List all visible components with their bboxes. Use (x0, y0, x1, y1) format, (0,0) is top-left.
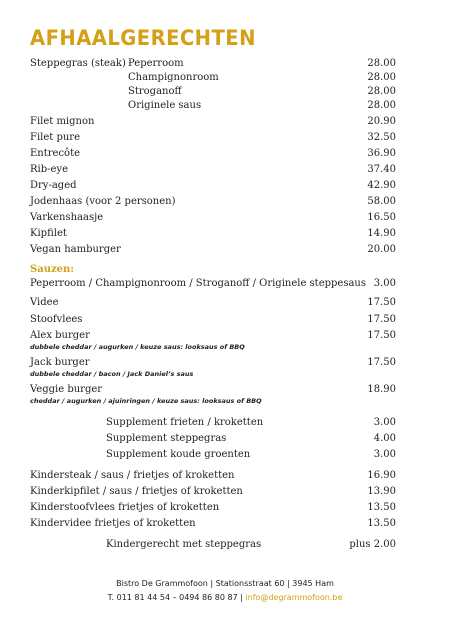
item-name: Dry-aged (30, 180, 77, 191)
item-name: Jodenhaas (voor 2 personen) (30, 196, 176, 207)
item-name: Filet mignon (30, 116, 95, 127)
sauces-heading: Sauzen: (30, 264, 74, 275)
menu-item-row (30, 147, 396, 161)
item-price: plus 2.00 (349, 539, 396, 550)
kids-item-row (30, 501, 396, 515)
item-name: Kindervidee frietjes of kroketten (30, 518, 196, 529)
item-price: 28.00 (367, 58, 396, 69)
item-name: Veggie burger (30, 384, 103, 395)
item-price: 20.90 (367, 116, 396, 127)
item-price: 16.90 (367, 470, 396, 481)
item-price: 3.00 (373, 449, 396, 460)
item-name: Stoofvlees (30, 314, 83, 325)
footer-address: Bistro De Grammofoon | Stationsstraat 60 | 3945 Ham (116, 579, 334, 588)
sauce-option: Originele saus (128, 100, 202, 111)
item-name: Kindergerecht met steppegras (106, 539, 262, 550)
menu-item-row (30, 163, 396, 177)
item-name: Rib-eye (30, 164, 68, 175)
menu-item-row (30, 115, 396, 129)
sauces-list: Peperroom / Champignonroom / Stroganoff / Originele steppesaus (30, 278, 367, 289)
sauce-option: Stroganoff (128, 86, 182, 97)
burger-row (30, 356, 396, 370)
item-price: 28.00 (367, 100, 396, 111)
item-name: Kinderkipfilet / saus / frietjes of kroketten (30, 486, 243, 497)
footer-phone: T. 011 81 44 54 – 0494 86 80 87 | (107, 593, 246, 602)
menu-item-row (30, 195, 396, 209)
item-price: 42.90 (367, 180, 396, 191)
supplement-row (30, 416, 396, 430)
item-price: 13.90 (367, 486, 396, 497)
item-price: 16.50 (367, 212, 396, 223)
page-title: AFHAALGERECHTEN (30, 26, 256, 50)
item-price: 17.50 (367, 330, 396, 341)
item-name: Videe (30, 297, 59, 308)
item-price: 14.90 (367, 228, 396, 239)
item-price: 3.00 (373, 278, 396, 289)
steppegras-option-row (30, 99, 396, 113)
item-name: Vegan hamburger (30, 244, 121, 255)
item-name: Supplement frieten / kroketten (106, 417, 264, 428)
kids-item-row (30, 485, 396, 499)
item-price: 17.50 (367, 314, 396, 325)
kids-item-row (30, 517, 396, 531)
burger-row (30, 329, 396, 343)
steppegras-row (30, 57, 396, 71)
sauces-row (30, 277, 396, 291)
item-price: 28.00 (367, 72, 396, 83)
item-price: 28.00 (367, 86, 396, 97)
footer-email-link[interactable]: info@degrammofoon.be (245, 593, 343, 602)
item-price: 36.90 (367, 148, 396, 159)
item-price: 20.00 (367, 244, 396, 255)
item-price: 13.50 (367, 502, 396, 513)
item-price: 17.50 (367, 297, 396, 308)
item-name: Supplement koude groenten (106, 449, 251, 460)
sauce-option: Peperroom (128, 58, 184, 69)
item-name: Kinderstoofvlees frietjes of kroketten (30, 502, 220, 513)
item-name: Kipfilet (30, 228, 67, 239)
item-name: Supplement steppegras (106, 433, 227, 444)
burger-description: cheddar / augurken / ajuinringen / keuze saus: looksaus of BBQ (30, 397, 262, 405)
menu-item-row (30, 131, 396, 145)
burger-description: dubbele cheddar / bacon / Jack Daniel’s saus (30, 370, 194, 378)
menu-item-row (30, 179, 396, 193)
supplement-row (30, 448, 396, 462)
supplement-row (30, 432, 396, 446)
menu-item-row (30, 227, 396, 241)
kids-extra-row (30, 538, 396, 552)
item-price: 18.90 (367, 384, 396, 395)
kids-item-row (30, 469, 396, 483)
menu-item-row (30, 243, 396, 257)
steppegras-option-row (30, 71, 396, 85)
menu-item-row (30, 211, 396, 225)
item-name: Entrecôte (30, 148, 81, 159)
item-price: 4.00 (373, 433, 396, 444)
sauce-option: Champignonroom (128, 72, 219, 83)
item-name: Filet pure (30, 132, 80, 143)
item-price: 13.50 (367, 518, 396, 529)
steppegras-option-row (30, 85, 396, 99)
menu-item-row (30, 313, 396, 327)
item-price: 3.00 (373, 417, 396, 428)
item-price: 17.50 (367, 357, 396, 368)
footer-contact (0, 592, 450, 603)
item-price: 58.00 (367, 196, 396, 207)
burger-row (30, 383, 396, 397)
item-price: 32.50 (367, 132, 396, 143)
item-price: 37.40 (367, 164, 396, 175)
burger-description: dubbele cheddar / augurken / keuze saus: looksaus of BBQ (30, 343, 245, 351)
menu-item-row (30, 296, 396, 310)
item-name: Alex burger (30, 330, 90, 341)
item-name: Varkenshaasje (30, 212, 104, 223)
item-name: Jack burger (30, 357, 90, 368)
item-name: Kindersteak / saus / frietjes of kroketten (30, 470, 235, 481)
item-name: Steppegras (steak) (30, 58, 126, 69)
